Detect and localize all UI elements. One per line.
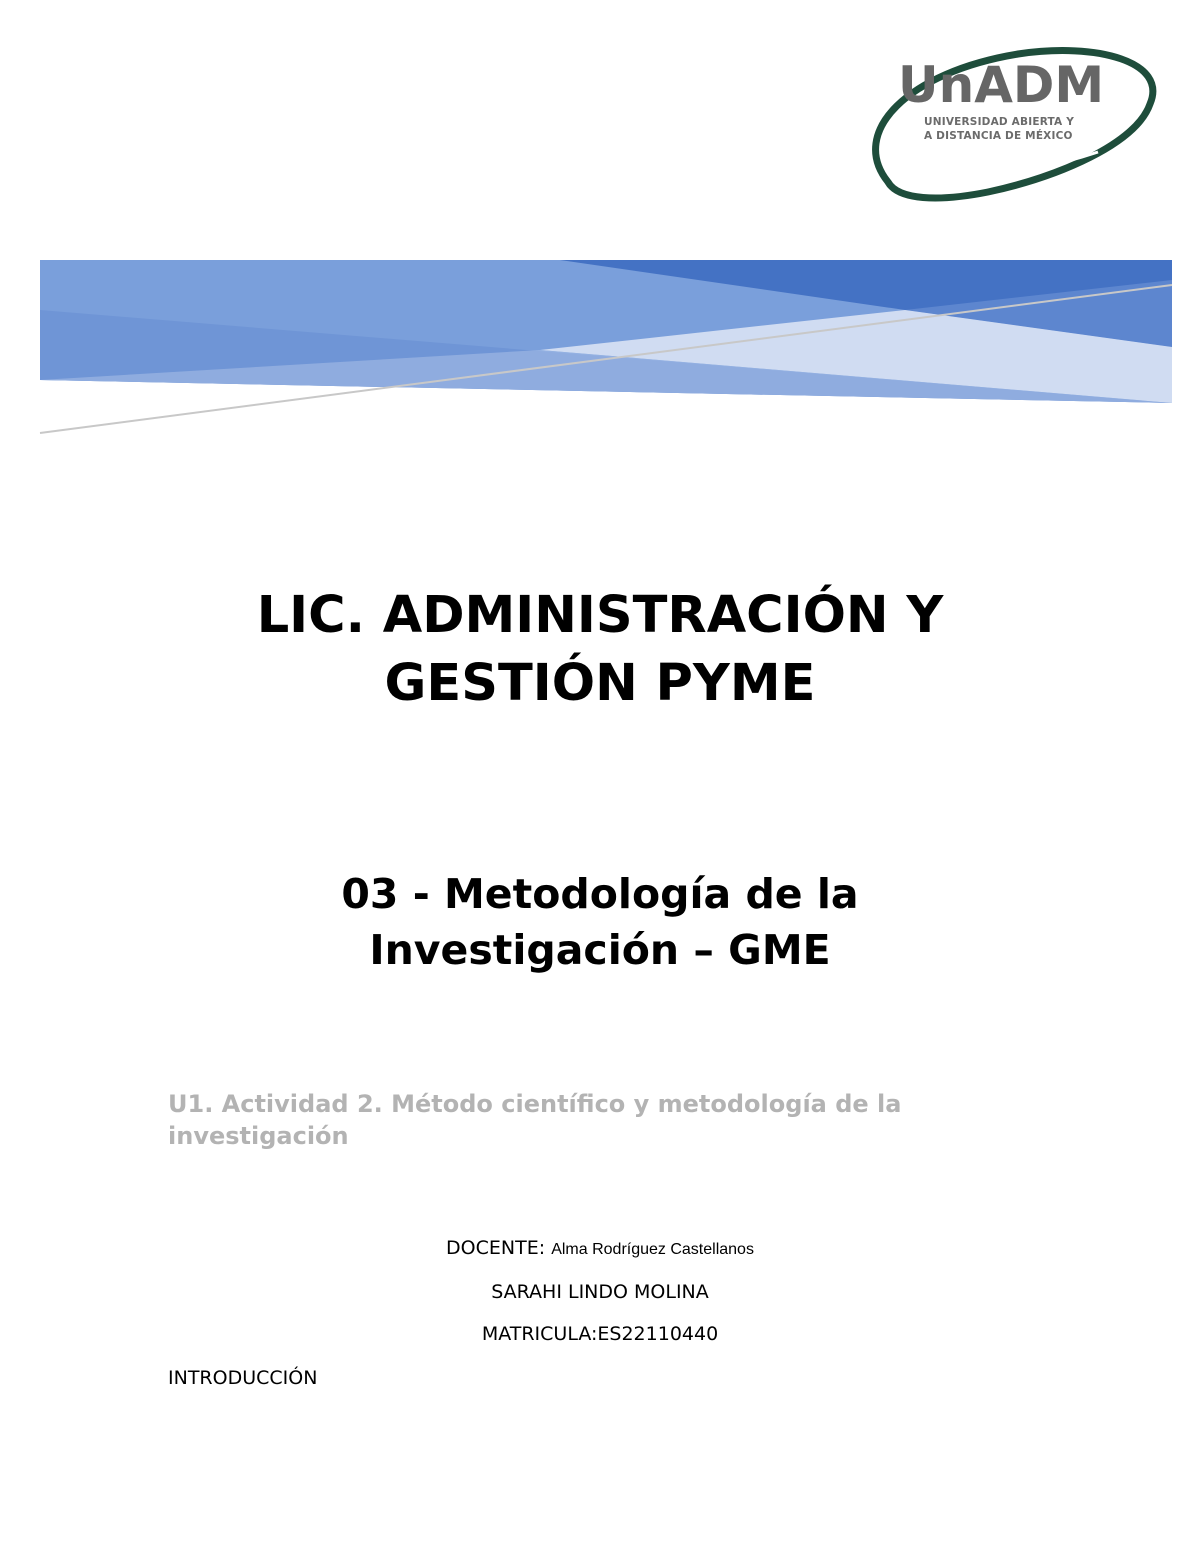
subject-title-line-2: Investigación – GME xyxy=(369,926,831,974)
logo-subtitle-line-1: UNIVERSIDAD ABIERTA Y xyxy=(924,116,1075,128)
subject-title xyxy=(150,866,1050,978)
activity-title-line-1: U1. Actividad 2. Método científico y metodología de la xyxy=(168,1090,902,1118)
activity-title xyxy=(168,1088,1068,1152)
header-banner xyxy=(0,255,1200,440)
logo-subtitle-line-2: A DISTANCIA DE MÉXICO xyxy=(924,130,1073,142)
teacher-label: DOCENTE: xyxy=(446,1237,546,1259)
teacher-name: Alma Rodríguez Castellanos xyxy=(551,1241,754,1258)
logo-subtitle xyxy=(924,115,1074,143)
unadm-logo xyxy=(868,42,1158,202)
logo-title: UnADM xyxy=(898,56,1105,114)
teacher-line xyxy=(0,1237,1200,1259)
activity-title-line-2: investigación xyxy=(168,1122,349,1150)
introduction-heading: INTRODUCCIÓN xyxy=(168,1367,318,1389)
subject-title-line-1: 03 - Metodología de la xyxy=(341,870,859,918)
program-title xyxy=(100,582,1100,718)
program-title-line-2: GESTIÓN PYME xyxy=(384,654,816,713)
student-name: SARAHI LINDO MOLINA xyxy=(491,1281,709,1303)
program-title-line-1: LIC. ADMINISTRACIÓN Y xyxy=(256,586,944,645)
student-id: MATRICULA:ES22110440 xyxy=(481,1323,719,1345)
